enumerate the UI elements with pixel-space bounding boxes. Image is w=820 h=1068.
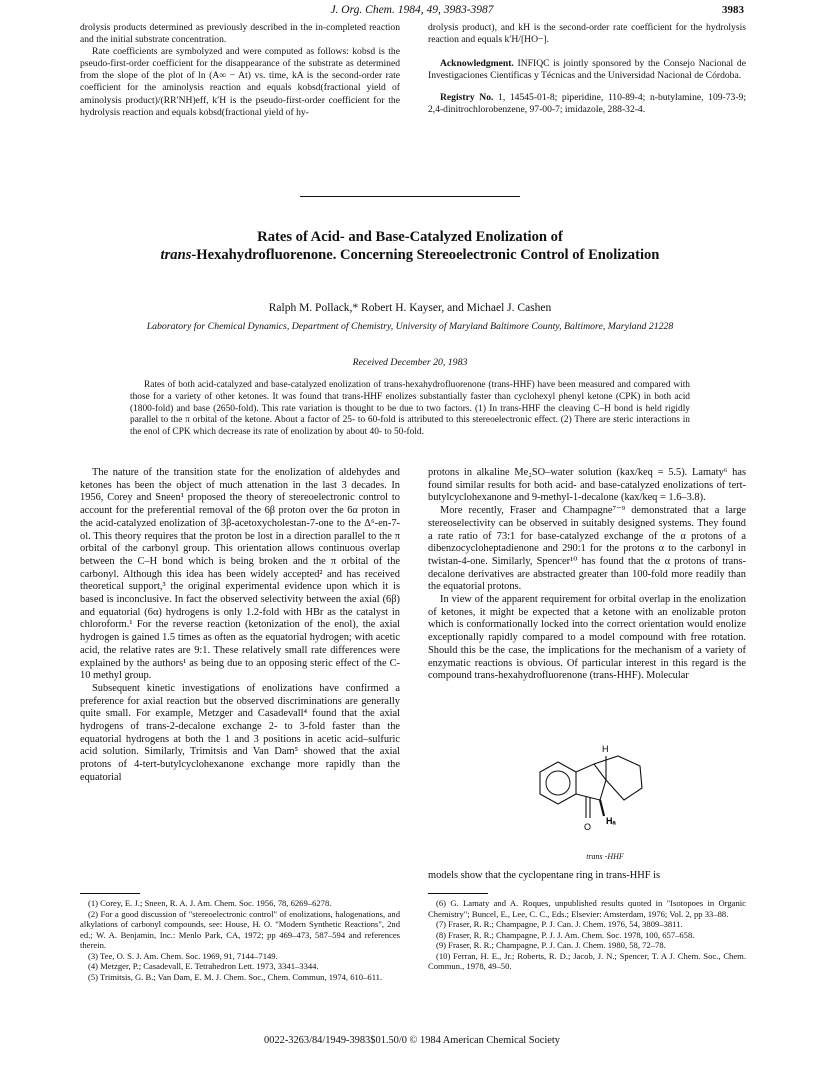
oxygen-label: O (584, 822, 592, 832)
previous-article-paragraph: drolysis products determined as previously described in the in-completed reaction and the initial substrate concentration. (80, 22, 400, 46)
affiliation: Laboratory for Chemical Dynamics, Department of Chemistry, University of Maryland Baltimore County, Baltimore, Maryland 21228 (146, 321, 674, 332)
footnote: (10) Ferran, H. E., Jr.; Roberts, R. D.; Jacob, J. N.; Spencer, T. A J. Chem. Soc., Chem. Commun., 1978, 49–50. (428, 950, 746, 971)
footnote: (2) For a good discussion of "stereoelectronic control" of enolizations, halogenations, and alkylations of carbonyl compounds, see: House, H. O. "Modern Synthetic Reactions", 2nd ed.; W. A. Benjamin, Inc.: Menlo Park, CA, 1972; pp 469–473, 587–594 and references therein. (80, 908, 400, 950)
body-paragraph: Subsequent kinetic investigations of enolizations have confirmed a preference for axial reaction but the observed discriminations are generally quite small. For example, Metzger and Casadevall⁴ found that the axial hydrogens of trans-2-decalone exchange 2- to 3-fold faster than the equatorial hydrogens at both the 1 and 3 positions in acetic acid–sulfuric acid solution. Similarly, Trimitsis and Van Dam⁵ showed that the axial protons of 4-tert-butylcyclohexanone exchange more rapidly than the equatorial (80, 682, 400, 783)
body-paragraph: In view of the apparent requirement for orbital overlap in the enolization of ketones, it might be expected that a ketone with an enolizable proton which is conformationally locked into the correct orientation would enolize exceptionally rapidly compared to a model compound with free rotation. Should this be the case, the implications for the mechanism of a variety of enzymatic reactions is obvious. Of particular interest in this regard is the compound trans-hexahydrofluorenone (trans-HHF). Molecular (428, 594, 746, 682)
previous-article-paragraph: Rate coefficients are symbolyzed and were computed as follows: kobsd is the pseudo-first-order coefficient for the disappearance of the substrate as determined from the slope of the plot of ln (A∞ − At) vs. time, kA is the second-order rate coefficient for the aminolysis reaction and equals kobsd(fractional yield of aminolysis product)/(RR′NH)eff, k′H is the pseudo-first-order coefficient for the hydrolysis reaction and equals kobsd(fractional yield of hy- (80, 46, 400, 118)
aromatic-circle (546, 771, 570, 795)
body-paragraph: The nature of the transition state for the enolization of aldehydes and ketones has been the object of much attenation in the last 3 decades. In 1956, Corey and Sneen¹ proposed the theory of stereoelectronic control to account for the preferential removal of the 6β proton over the 6α proton in the acid-catalyzed enolization of 3β-acetoxycholestan-7-one to the Δ⁶-en-7-ol. This theory requires that the proton be lost in a direction parallel to the π orbital of the carbonyl group. This orientation allows continuous overlap between the C–H bond which is being broken and the π orbital of the carbonyl. Although this idea has been widely accepted² and has received theoretical support,³ the original experimental evidence upon which it is based is inconclusive. In fact the observed selectivity between the axial (6β) and equatorial (6α) hydrogens is only 1.2-fold with HBr as the catalyst in chloroform.¹ For the reverse reaction (ketonization of the enol), the axial hydrogen is gained 1.5 times as often as the equatorial hydrogen; with acetic acid, the relative rates are 9:1. These relatively small rate differences were explained by the authors¹ as being due to an opposing steric effect of the C-10 methyl group. (80, 467, 400, 682)
abstract (130, 380, 690, 439)
body-left-column (80, 467, 400, 785)
previous-article-left-column (80, 22, 400, 119)
acknowledgment-text: INFIQC is jointly sponsored by the Consejo Nacional de Investigaciones Científicas y Técnicas and the Universidad Nacional de Córdoba. (428, 58, 746, 82)
previous-article-paragraph: drolysis product), and kH is the second-order rate coefficient for the hydrolysis reaction and equals k′H/[HO−]. (428, 22, 746, 46)
registry-text: 1, 14545-01-8; piperidine, 110-89-4; n-butylamine, 109-73-9; 2,4-dinitrochlorobenzene, 97-00-7; imidazole, 288-32-4. (428, 92, 747, 116)
footnote: (7) Fraser, R. R.; Champagne, P. J. Can. J. Chem. 1976, 54, 3809–3811. (436, 919, 683, 929)
footnote: (4) Metzger, P.; Casadevall, E. Tetrahedron Lett. 1973, 3341–3344. (88, 961, 319, 971)
copyright-footer: 0022-3263/84/1949-3983$01.50/0 © 1984 American Chemical Society (264, 1035, 560, 1046)
body-right-column (428, 467, 746, 683)
figure-caption: trans -HHF (586, 852, 624, 861)
footnote: (9) Fraser, R. R.; Champagne, P. J. Can. J. Chem. 1980, 58, 72–78. (436, 940, 666, 950)
acknowledgment-label: Acknowledgment. (440, 58, 514, 70)
footnote: (8) Fraser, R. R.; Champagne, P. J. J. Am. Chem. Soc. 1978, 100, 657–658. (436, 929, 695, 940)
body-continuation: models show that the cyclopentane ring in trans-HHF is (428, 870, 661, 881)
footnote: (1) Corey, E. J.; Sneen, R. A. J. Am. Chem. Soc. 1956, 78, 6269–6278. (88, 898, 332, 908)
benzene-ring (540, 762, 576, 804)
title-line-2: -Hexahydrofluorenone. Concerning Stereoelectronic Control of Enolization (191, 247, 660, 263)
previous-article-right-column (428, 22, 746, 117)
abstract-text: Rates of both acid-catalyzed and base-catalyzed enolization of trans-hexahydrofluorenone (trans-HHF) have been measured and compared with those for a variety of other ketones. It was found that trans-HHF enolizes substantially faster than cyclohexyl phenyl ketone (CPK) in both acid (1800-fold) and base (2650-fold). This rate variation is thought to be due to two factors. (1) In trans-HHF the cleaving C–H bond is held rigidly parallel to the π orbital of the ketone. About a factor of 25- to 60-fold is attributed to this stereoelectronic effect. (2) There are steric interactions in the enol of CPK which decrease its rate of enolization by about 40- to 50-fold. (130, 380, 690, 438)
cyclohexane-ring (594, 756, 642, 800)
footnotes-left (80, 898, 400, 982)
title-italic-trans: trans (160, 247, 192, 263)
footnote: (6) G. Lamaty and A. Roques, unpublished results quoted in "Isotopoes in Organic Chemistry"; Buncel, E., Lee, C. C., Eds.; Elsevier: Amsterdam, 1976; Vol. 2, pp 33–88. (428, 898, 746, 919)
section-divider (300, 196, 520, 197)
footnotes-right (428, 898, 746, 972)
footnote-rule-right (428, 893, 488, 894)
h-top-label: H (602, 744, 609, 754)
footnote: (3) Tee, O. S. J. Am. Chem. Soc. 1969, 91, 7144–7149. (88, 950, 278, 961)
page-number: 3983 (722, 4, 744, 16)
footnote-rule-left (80, 893, 140, 894)
h-bond-wedge (600, 800, 604, 816)
received-date: Received December 20, 1983 (352, 357, 468, 368)
body-paragraph: protons in alkaline Me₂SO–water solution (kax/keq = 5.5). Lamaty⁶ has found similar results for both acid- and base-catalyzed enolizations of tert-butylcyclohexanone and 9-methyl-1-decalone (kax/keq = 1.6–3.8). (428, 467, 746, 504)
acknowledgment (428, 58, 746, 82)
running-header (80, 4, 744, 20)
registry-label: Registry No. (440, 92, 494, 104)
cyclopentanone-ring (576, 764, 606, 800)
trans-hhf-structure (520, 742, 670, 836)
h-alpha-label: Hₐ (606, 816, 616, 826)
registry-numbers (428, 92, 746, 116)
authors: Ralph M. Pollack,* Robert H. Kayser, and Michael J. Cashen (268, 302, 552, 314)
title-line-1: Rates of Acid- and Base-Catalyzed Enolization of (257, 229, 563, 245)
footnote: (5) Trimitsis, G. B.; Van Dam, E. M. J. Chem. Soc., Chem. Commun, 1974, 610–611. (88, 971, 383, 982)
article-title (150, 228, 670, 264)
body-paragraph: More recently, Fraser and Champagne⁷⁻⁹ demonstrated that a large stereoselectivity can be observed in suitably designed systems. They found a rate ratio of 73:1 for base-catalyzed exchange of the α protons of a dibenzocycloheptadienone and 290:1 for the protons α to the carbonyl in twistan-4-one. Similarly, Spencer¹⁰ has found that the α protons of trans-decalone derivatives are abstracted greater than 100-fold more readily than the equatorial protons. (428, 505, 746, 593)
journal-citation: J. Org. Chem. 1984, 49, 3983-3987 (330, 4, 494, 16)
